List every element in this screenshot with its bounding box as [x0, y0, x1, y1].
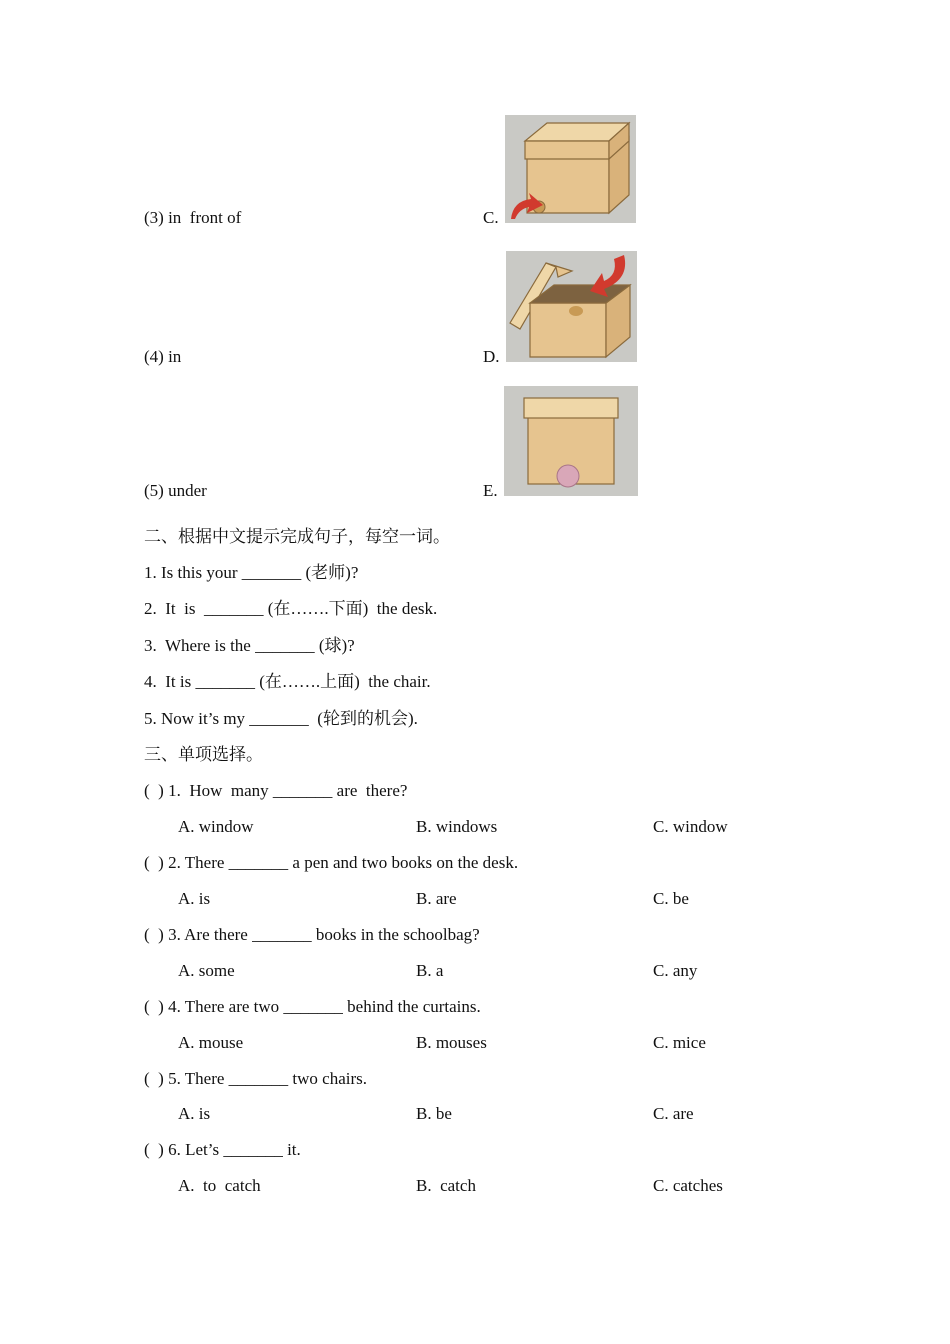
question-2-option-b: B. are — [416, 889, 457, 908]
question-5-option-a: A. is — [178, 1104, 211, 1123]
question-2-stem: ( ) 2. There _______ a pen and two books on the desk. — [144, 853, 519, 872]
question-3-option-a: A. some — [178, 961, 235, 980]
question-6-option-c: C. catches — [653, 1176, 723, 1195]
question-5-stem: ( ) 5. There _______ two chairs. — [144, 1069, 367, 1088]
question-4-option-a: A. mouse — [178, 1033, 244, 1052]
box-ball-in-front-picture — [505, 115, 636, 223]
matching-letter-d: D. — [483, 347, 500, 366]
fill-sentence-5: 5. Now it’s my _______ (轮到的机会). — [144, 709, 418, 728]
question-1-stem: ( ) 1. How many _______ are there? — [144, 781, 408, 800]
question-5-option-b: B. be — [416, 1104, 452, 1123]
box-ball-under-picture — [504, 386, 638, 496]
question-3-option-b: B. a — [416, 961, 444, 980]
matching-letter-e: E. — [483, 481, 498, 500]
question-6-stem: ( ) 6. Let’s _______ it. — [144, 1140, 301, 1159]
question-1-option-a: A. window — [178, 817, 254, 836]
question-4-option-c: C. mice — [653, 1033, 706, 1052]
box-ball-in-picture — [506, 251, 637, 362]
matching-term-5: (5) under — [144, 481, 207, 500]
section3-heading: 三、单项选择。 — [144, 745, 263, 764]
fill-sentence-1: 1. Is this your _______ (老师)? — [144, 563, 359, 582]
question-6-option-a: A. to catch — [178, 1176, 261, 1195]
question-5-option-c: C. are — [653, 1104, 694, 1123]
fill-sentence-4: 4. It is _______ (在…….上面) the chair. — [144, 672, 431, 691]
section2-heading: 二、根据中文提示完成句子，每空一词。 — [144, 527, 450, 546]
question-2-option-a: A. is — [178, 889, 211, 908]
fill-sentence-2: 2. It is _______ (在…….下面) the desk. — [144, 599, 438, 618]
question-2-option-c: C. be — [653, 889, 689, 908]
fill-sentence-3: 3. Where is the _______ (球)? — [144, 636, 355, 655]
question-4-option-b: B. mouses — [416, 1033, 487, 1052]
matching-term-3: (3) in front of — [144, 208, 242, 227]
question-6-option-b: B. catch — [416, 1176, 476, 1195]
matching-letter-c: C. — [483, 208, 499, 227]
question-4-stem: ( ) 4. There are two _______ behind the curtains. — [144, 997, 481, 1016]
question-1-option-b: B. windows — [416, 817, 498, 836]
question-3-stem: ( ) 3. Are there _______ books in the schoolbag? — [144, 925, 480, 944]
question-1-option-c: C. window — [653, 817, 728, 836]
question-3-option-c: C. any — [653, 961, 698, 980]
matching-term-4: (4) in — [144, 347, 182, 366]
